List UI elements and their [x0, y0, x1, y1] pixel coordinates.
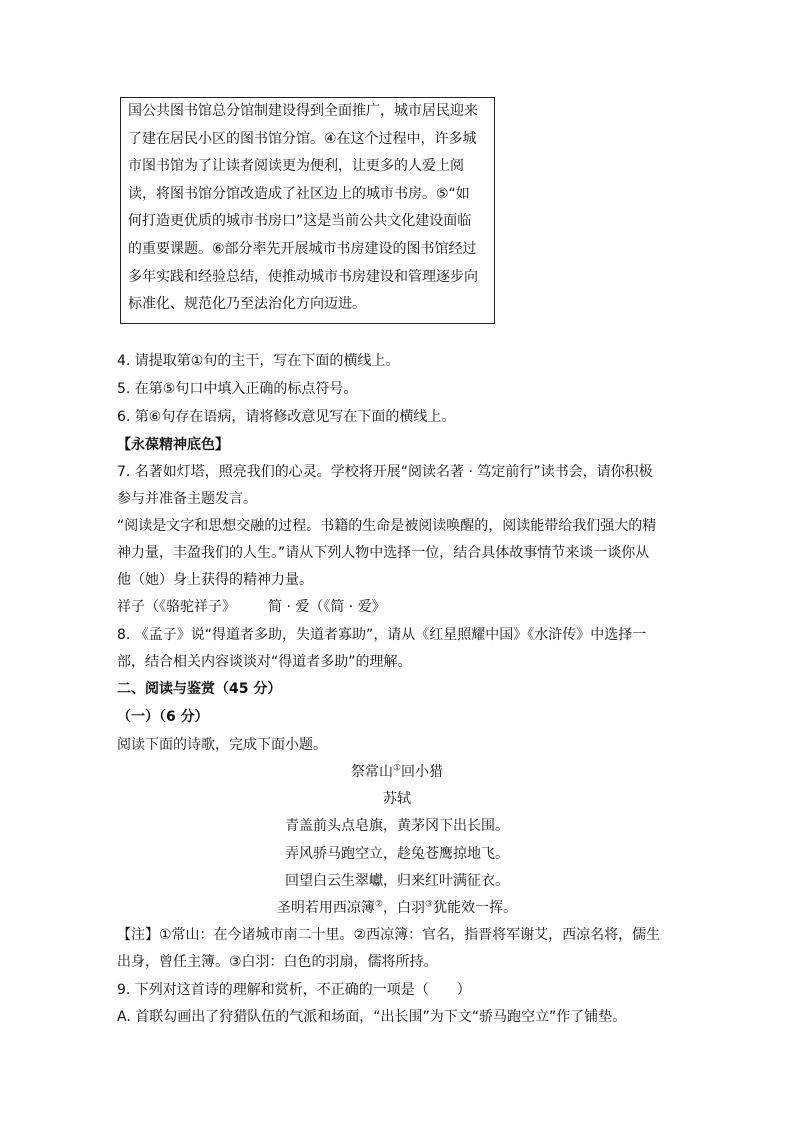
question-4: 4. 请提取第①句的主干，写在下面的横线上。: [117, 353, 400, 369]
note-marker: ③: [425, 899, 434, 910]
poem-line: 弄风骄马跑空立，趁兔苍鹰掠地飞。: [285, 846, 509, 862]
question-9-option-a: A. 首联勾画出了狩猎队伍的气派和场面，“出长围”为下文“骄马跑空立”作了铺垫。: [117, 1009, 627, 1025]
reading-instruction: 阅读下面的诗歌，完成下面小题。: [117, 737, 327, 753]
poem-line: 青盖前头点皂旗，黄茅冈下出长围。: [285, 818, 509, 834]
question-7-line: 参与并准备主题发言。: [117, 491, 257, 507]
note-marker: ①: [392, 763, 402, 774]
question-8-line: 8. 《孟子》说“得道者多助，失道者寡助”，请从《红星照耀中国》《水浒传》中选择一: [117, 627, 647, 643]
question-6: 6. 第⑥句存在语病，请将修改意见写在下面的横线上。: [117, 409, 456, 425]
passage-line: 的重要课题。⑥部分率先开展城市书房建设的图书馆经过: [128, 240, 477, 257]
question-7-line: 神力量，丰盈我们的人生。”请从下列人物中选择一位，结合具体故事情节来谈一谈你从: [117, 545, 650, 561]
section-heading-spirit: 【永葆精神底色】: [117, 437, 229, 453]
option-xiangzi: 祥子（《骆驼祥子》: [117, 599, 236, 615]
passage-line: 多年实践和经验总结，使推动城市书房建设和管理逐步向: [128, 268, 478, 285]
passage-line: 标准化、规范化乃至法治化方向迈进。: [128, 296, 366, 313]
passage-box: [120, 97, 495, 324]
passage-line: 何打造更优质的城市书房口”这是当前公共文化建设面临: [128, 213, 472, 230]
annotation-line: 【注】①常山：在今诸城市南二十里。②西凉簿：官名，指晋将军谢艾，西凉名将，儒生: [117, 927, 661, 943]
question-7-options: [117, 594, 386, 620]
annotation-line: 出身，曾任主簿。③白羽：白色的羽扇，儒将所持。: [117, 954, 438, 970]
passage-line: 读，将图书馆分馆改造成了社区边上的城市书房。⑤“如: [128, 185, 470, 202]
question-8-line: 部，结合相关内容谈谈对“得道者多助”的理解。: [117, 654, 412, 670]
question-9: 9. 下列对这首诗的理解和赏析，不正确的一项是（ ）: [117, 982, 471, 998]
note-marker: ②: [374, 899, 383, 910]
passage-line: 市图书馆为了让读者阅读更为便利，让更多的人爱上阅: [128, 158, 464, 175]
question-5: 5. 在第⑤句口中填入正确的标点符号。: [117, 381, 358, 397]
part-2-subheading: （一）（6 分）: [117, 709, 209, 725]
passage-line: 国公共图书馆总分馆制建设得到全面推广，城市居民迎来: [128, 103, 478, 119]
part-2-heading: 二、阅读与鉴赏（45 分）: [117, 681, 282, 697]
poem-line: 圣明若用西凉簿②，白羽③犹能效一挥。: [276, 899, 518, 916]
poem-line: 回望白云生翠巘，归来红叶满征衣。: [285, 873, 509, 889]
question-7-line: 7. 名著如灯塔，照亮我们的心灵。学校将开展“阅读名著 · 笃定前行”读书会，请你积极: [117, 464, 653, 480]
question-7-line: 他（她）身上获得的精神力量。: [117, 572, 313, 588]
poem-author: 苏轼: [383, 791, 411, 807]
passage-line: 了建在居民小区的图书馆分馆。④在这个过程中，许多城: [128, 130, 477, 147]
poem-title: 祭常山①回小猎: [350, 763, 444, 780]
option-jane-eyre: 简 · 爱（《简 · 爱》: [268, 599, 386, 615]
question-7-line: “阅读是文字和思想交融的过程。书籍的生命是被阅读唤醒的，阅读能带给我们强大的精: [117, 518, 657, 534]
